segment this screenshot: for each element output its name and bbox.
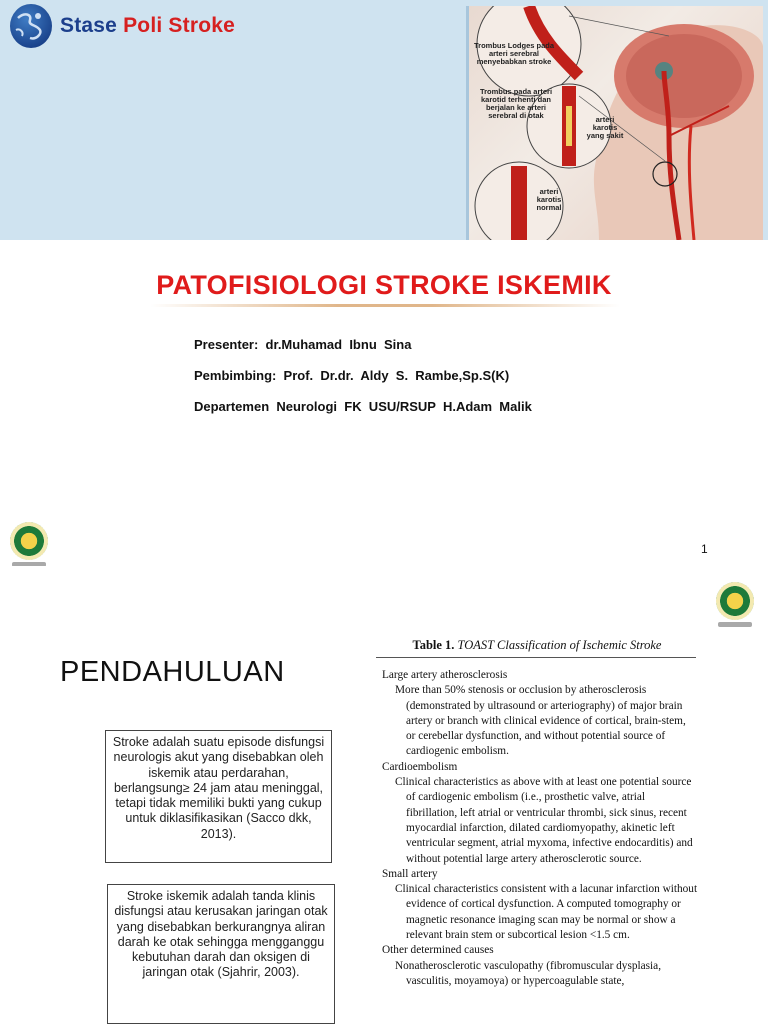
table-title (378, 638, 696, 653)
caption-karotis-sakit: arteri karotis yang sakit (586, 115, 624, 140)
stroke-definition-box: Stroke adalah suatu episode disfungsi neurologis akut yang disebabkan oleh iskemik atau perdarahan, berlangsung≥ 24 jam atau meninggal, tetapi tidak memiliki bukti yang cukup untuk diklasifikasikan (Sacco dkk, 2013). (105, 730, 332, 863)
page-number: 1 (701, 542, 708, 556)
brand-stase: Stase (60, 14, 118, 37)
table-description: Clinical characteristics consistent with a lacunar infarction without evidence of cortical dysfunction. A computed tomography or magnetic resonance imaging scan may be normal or show a relevant brain stem or subcortical lesion <1.5 cm. (395, 883, 698, 942)
table-label: Table 1. (412, 638, 455, 652)
table-category: Cardioembolism (382, 760, 458, 773)
caption-trombus-karotid: Trombus pada arteri karotid terhenti dan berjalan ke arteri serebral di otak (479, 87, 553, 120)
caption-trombus-lodges: Trombus Lodges pada arteri serebral menyebabkan stroke (473, 41, 554, 66)
presenter-line: Presenter: dr.Muhamad Ibnu Sina (194, 337, 412, 352)
caption-karotis-normal: arteri karotis normal (536, 187, 562, 212)
toast-classification-table (382, 668, 698, 989)
table-category: Large artery atherosclerosis (382, 669, 508, 681)
supervisor-line: Pembimbing: Prof. Dr.dr. Aldy S. Rambe,Sp.S(K) (194, 368, 510, 383)
table-caption: TOAST Classification of Ischemic Stroke (457, 638, 662, 652)
title-underline (150, 304, 620, 307)
header-banner (0, 0, 768, 240)
university-emblem-icon (716, 582, 754, 626)
section-title: PENDAHULUAN (60, 656, 285, 688)
brand-logo (60, 14, 235, 38)
department-line: Departemen Neurologi FK USU/RSUP H.Adam Malik (194, 399, 532, 414)
university-emblem-icon (10, 522, 48, 566)
stroke-anatomy-illustration (466, 6, 763, 240)
table-description: More than 50% stenosis or occlusion by atherosclerosis (demonstrated by ultrasound or arteriography) of major brain artery or branch with clinical evidence of cortical, brain-stem, or cerebellar dysfunction, and without potential source of cardiogenic embolism. (395, 684, 686, 758)
table-description: Nonatherosclerotic vasculopathy (fibromuscular dysplasia, vasculitis, moyamoya) or hypercoagulable state, (395, 959, 662, 987)
table-description: Clinical characteristics as above with at least one potential source of cardiogenic embolism (i.e., prosthetic valve, atrial fibrillation, left atrial or ventricular thrombi, sick sinus, recent myocardial infarction, dilated cardiomyopathy, akinetic left ventricular segment, atrial myxoma, infective endocarditis) and without potential large artery atherosclerotic source. (395, 776, 693, 865)
introduction-slide (0, 566, 768, 1024)
globe-logo-icon (10, 4, 52, 48)
table-category: Small artery (382, 867, 438, 880)
ischemic-stroke-definition-box: Stroke iskemik adalah tanda klinis disfungsi atau kerusakan jaringan otak yang disebabkan berkurangnya aliran darah ke otak sehingga mengganggu kebutuhan darah dan oksigen di jaringan otak (Sjahrir, 2003). (107, 884, 335, 1024)
table-rule (376, 657, 696, 658)
table-category: Other determined causes (382, 944, 494, 957)
brand-poli-stroke: Poli Stroke (123, 14, 235, 37)
slide-title: PATOFISIOLOGI STROKE ISKEMIK (156, 270, 612, 300)
